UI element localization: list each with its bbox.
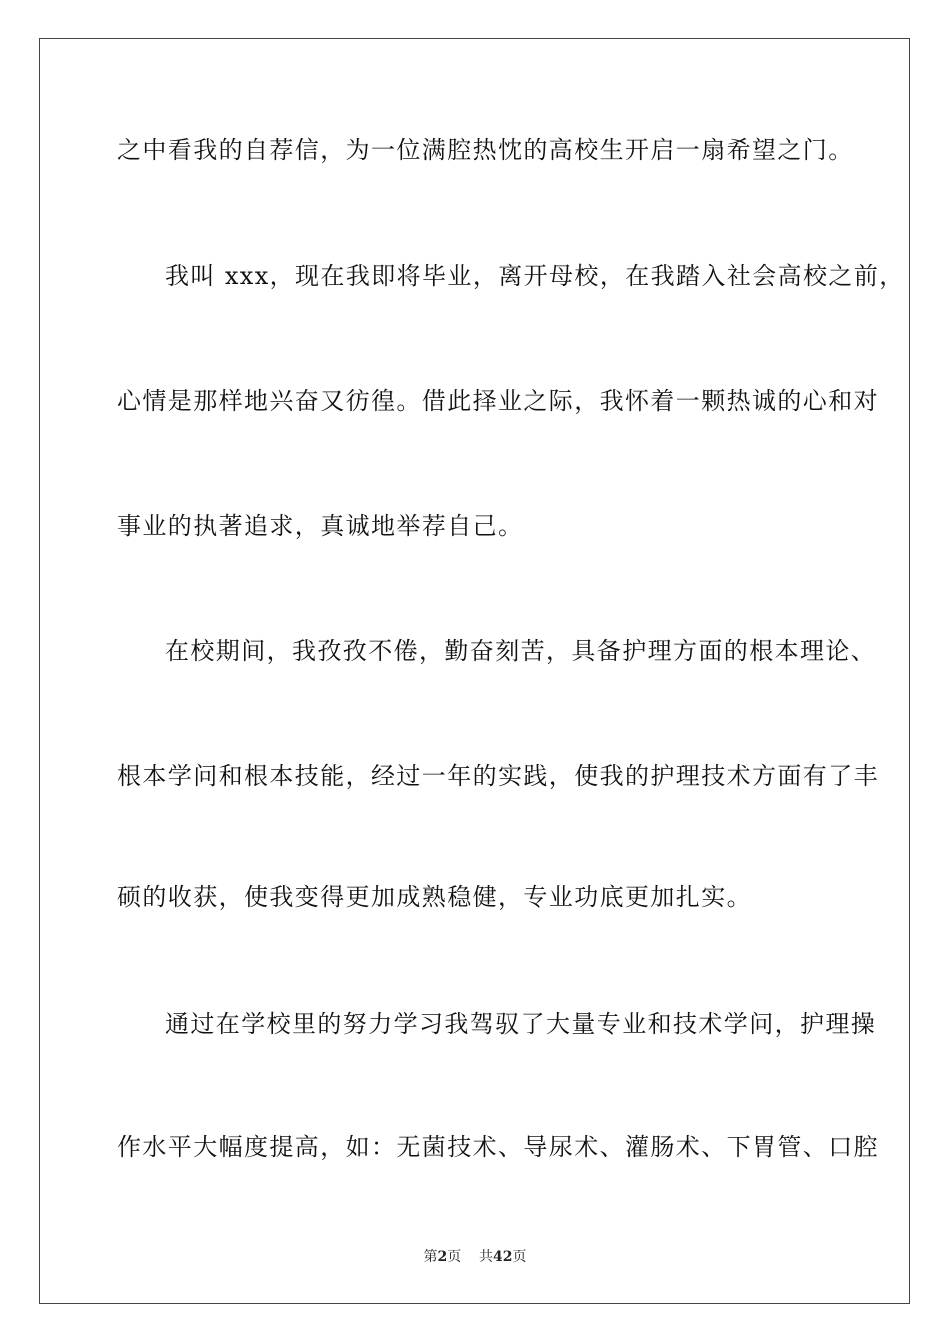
page-prefix: 第 bbox=[423, 1249, 438, 1265]
total-pages: 42 bbox=[493, 1249, 513, 1265]
text-line: 我叫 xxx，现在我即将毕业，离开母校，在我踏入社会高校之前， bbox=[165, 262, 905, 290]
text-line: 事业的执著追求，真诚地举荐自己。 bbox=[117, 512, 524, 540]
total-suffix: 页 bbox=[512, 1249, 527, 1265]
page-footer bbox=[0, 1248, 950, 1266]
text-line: 通过在学校里的努力学习我驾驭了大量专业和技术学问，护理操 bbox=[165, 1010, 877, 1038]
text-line: 硕的收获，使我变得更加成熟稳健，专业功底更加扎实。 bbox=[117, 883, 752, 911]
text-line: 之中看我的自荐信，为一位满腔热忱的高校生开启一扇希望之门。 bbox=[117, 136, 854, 164]
total-prefix: 共 bbox=[479, 1249, 494, 1265]
text-line: 在校期间，我孜孜不倦，勤奋刻苦，具备护理方面的根本理论、 bbox=[165, 637, 877, 665]
text-line: 根本学问和根本技能，经过一年的实践，使我的护理技术方面有了丰 bbox=[117, 762, 879, 790]
page-border bbox=[39, 38, 910, 1304]
page-number: 2 bbox=[437, 1249, 448, 1265]
page-suffix: 页 bbox=[447, 1249, 462, 1265]
text-line: 心情是那样地兴奋又彷徨。借此择业之际，我怀着一颗热诚的心和对 bbox=[117, 387, 879, 415]
text-line: 作水平大幅度提高，如：无菌技术、导尿术、灌肠术、下胃管、口腔 bbox=[117, 1133, 879, 1161]
